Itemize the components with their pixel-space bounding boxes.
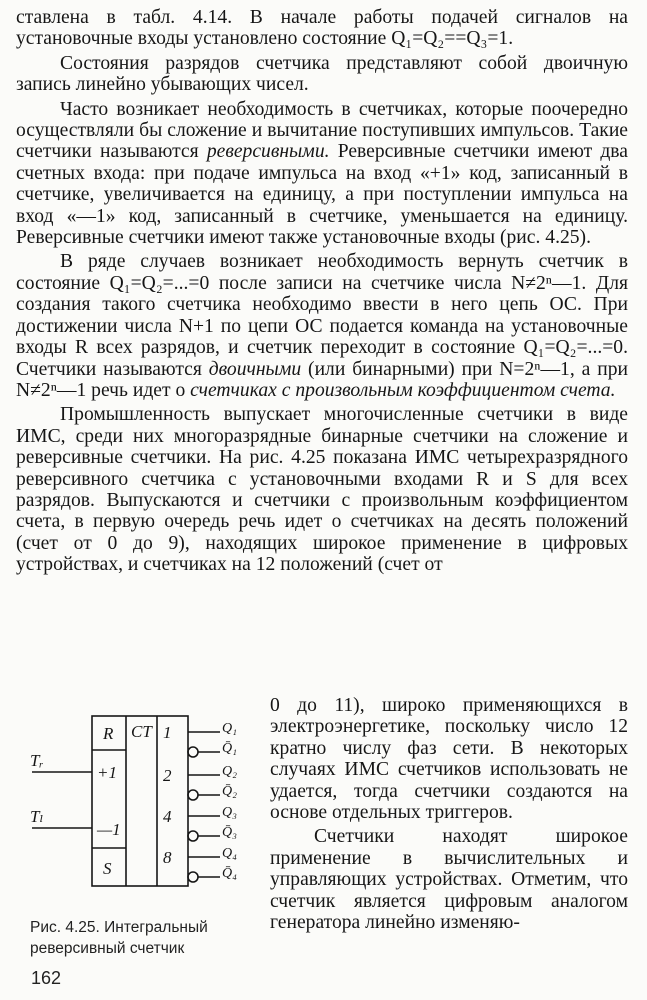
weight-4: 4 xyxy=(163,807,172,826)
out-q2-label: Q₂ xyxy=(222,764,237,779)
paragraph-3 xyxy=(16,99,628,249)
weight-2: 2 xyxy=(163,766,172,785)
out-nq1-label: Q̄₁ xyxy=(222,741,237,756)
inversion-bubble-q1 xyxy=(188,747,198,757)
page-number: 162 xyxy=(31,968,62,988)
body-text xyxy=(16,7,628,576)
paragraph-4-part-2: (или бинарными) при N=2ⁿ—1, а при N≠2ⁿ—1 речь идет о xyxy=(16,358,628,401)
inversion-bubble-q4 xyxy=(188,872,198,882)
input-tr-label: Tᵣ xyxy=(30,751,44,770)
input-tl-label: Tₗ xyxy=(30,807,44,826)
out-nq4-label: Q̄₄ xyxy=(222,866,237,881)
paragraph-3-part-2: Реверсивные счетчики имеют два счетных входа: при подаче импульса на вход «+1» код, записанный в счетчике, увеличивается на единицу, а при поступлении импульса на вход «—1» код, записанный в счетчике, уменьшается на единицу. Реверсивные счетчики имеют также установочные входы (рис. 4.25). xyxy=(16,141,628,249)
paragraph-5: Промышленность выпускает многочисленные счетчики в виде ИМС, среди них многоразрядные бинарные счетчики на сложение и реверсивные счетчики. На рис. 4.25 показана ИМС четырехразрядного реверсивного счетчика с установочными входами R и S для всех разрядов. Выпускаются и счетчики с произвольным коэффициентом счета, в первую очередь речь идет о счетчиках на десять положений (счет от 0 до 9), находящих широкое применение в цифровых устройствах, и счетчиках на 12 положений (счет от xyxy=(16,404,628,576)
wrapped-text-column xyxy=(270,695,628,933)
paragraph-4 xyxy=(16,251,628,401)
label-plus1: +1 xyxy=(97,763,117,782)
weight-8: 8 xyxy=(163,848,172,867)
weight-1: 1 xyxy=(163,723,172,742)
caption-line-1: Рис. 4.25. Интегральный xyxy=(30,919,208,936)
inversion-bubble-q2 xyxy=(188,790,198,800)
paragraph-6: Счетчики находят широкое применение в вычислительных и управляющих устройствах. Отметим, что счетчик является цифровым аналогом генератора линейно изменяю- xyxy=(270,826,628,934)
paragraph-3-part-1: Часто возникает необходимость в счетчиках, которые поочередно осуществляли бы сложение и вычитание поступивших импульсов. Такие счетчики называются xyxy=(16,98,628,163)
paragraph-1: ставлена в табл. 4.14. В начале работы подачей сигналов на установочные входы установлено состояние Q₁=Q₂==Q₃=1. xyxy=(16,7,628,50)
label-ct: CT xyxy=(131,722,152,741)
figure-4-25-counter-diagram xyxy=(10,708,258,918)
out-q3-label: Q₃ xyxy=(222,805,237,820)
caption-line-2: реверсивный счетчик xyxy=(30,940,185,957)
out-q4-label: Q₄ xyxy=(222,846,237,861)
label-s: S xyxy=(103,859,112,878)
term-arbitrary-modulus: счетчиках с произвольным коэффициентом счета. xyxy=(190,379,616,401)
out-nq2-label: Q̄₂ xyxy=(222,784,237,799)
paragraph-2: Состояния разрядов счетчика представляют собой двоичную запись линейно убывающих чисел. xyxy=(16,52,628,96)
figure-caption xyxy=(30,917,270,959)
label-r: R xyxy=(103,724,114,743)
paragraph-5-continued: 0 до 11), широко применяющихся в электроэнергетике, поскольку число 12 кратно числу фаз сети. В некоторых случаях ИМС счетчиков использовать не удается, тогда счетчики создаются на основе отдельных триггеров. xyxy=(270,695,628,824)
term-binary: двоичными xyxy=(208,358,302,380)
inversion-bubble-q3 xyxy=(188,831,198,841)
label-minus1: —1 xyxy=(97,820,121,839)
out-q1-label: Q₁ xyxy=(222,721,237,736)
out-nq3-label: Q̄₃ xyxy=(222,825,237,840)
paragraph-4-part-1: В ряде случаев возникает необходимость вернуть счетчик в состояние Q₁=Q₂=...=0 после записи на счетчике числа N≠2ⁿ—1. Для создания такого счетчика необходимо ввести в него цепь ОС. При достижении числа N+1 по цепи ОС подается команда на установочные входы R всех разрядов, и счетчик переходит в состояние Q₁=Q₂=...=0. Счетчики называются xyxy=(16,251,628,380)
counter-symbol-svg xyxy=(10,708,258,918)
term-reversible: реверсивными. xyxy=(206,141,330,163)
